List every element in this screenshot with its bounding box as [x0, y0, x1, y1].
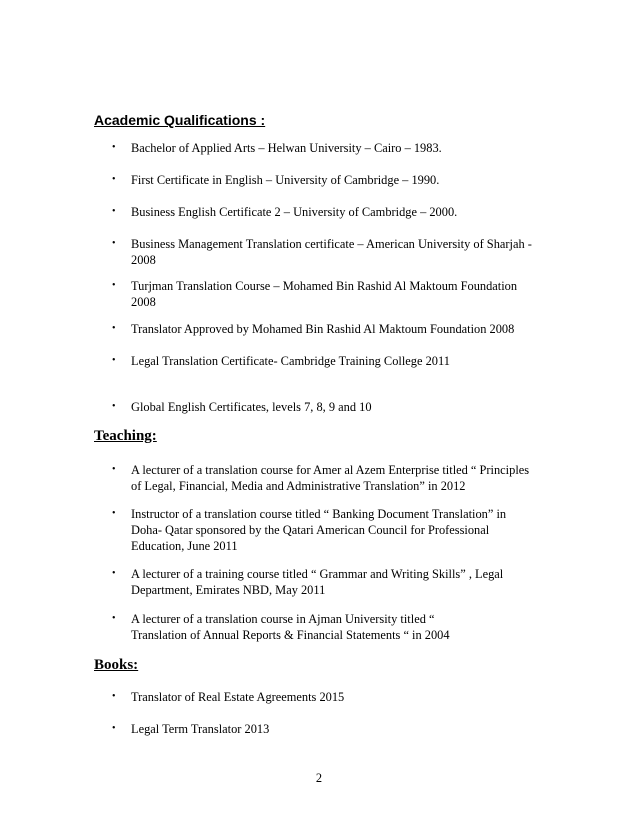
list-item: • Turjman Translation Course – Mohamed Bin Rashid Al Maktoum Foundation 2008 — [112, 279, 518, 309]
bullet-icon: • — [112, 568, 116, 579]
bullet-icon: • — [112, 323, 116, 334]
list-item: • Legal Term Translator 2013 — [112, 722, 270, 736]
bullet-icon: • — [112, 401, 116, 412]
bullet-icon: • — [112, 723, 116, 734]
list-item: • Global English Certificates, levels 7, 8, 9 and 10 — [112, 400, 372, 414]
list-item: • A lecturer of a translation course for Amer al Azem Enterprise titled “ Principles of Legal, Financial, Media and Administrative Translation” in 2012 — [112, 463, 530, 493]
bullet-icon: • — [112, 174, 116, 185]
bullet-icon: • — [112, 691, 116, 702]
bullet-icon: • — [112, 280, 116, 291]
section-heading-books: Books: — [94, 657, 139, 673]
list-item: • A lecturer of a training course titled “ Grammar and Writing Skills” , Legal Department, Emirates NBD, May 2011 — [112, 567, 504, 597]
list-item: • Translator Approved by Mohamed Bin Rashid Al Maktoum Foundation 2008 — [112, 322, 515, 336]
bullet-icon: • — [112, 508, 116, 519]
bullet-icon: • — [112, 355, 116, 366]
list-item: • Legal Translation Certificate- Cambridge Training College 2011 — [112, 354, 450, 368]
list-item: • Bachelor of Applied Arts – Helwan University – Cairo – 1983. — [112, 141, 442, 155]
list-item: • Business Management Translation certificate – American University of Sharjah - 2008 — [112, 237, 532, 267]
list-item: • Translator of Real Estate Agreements 2015 — [112, 690, 345, 704]
list-item: • First Certificate in English – University of Cambridge – 1990. — [112, 173, 440, 187]
bullet-icon: • — [112, 613, 116, 624]
list-item: • A lecturer of a translation course in Ajman University titled “ Translation of Annual Reports & Financial Statements “ in 2004 — [112, 612, 450, 642]
list-item: • Business English Certificate 2 – University of Cambridge – 2000. — [112, 205, 458, 219]
list-item: • Instructor of a translation course titled “ Banking Document Translation” in Doha- Qatar sponsored by the Qatari American Council for Professional Education, June 2011 — [112, 507, 507, 553]
page-number: 2 — [315, 771, 323, 785]
section-heading-academic-qualifications: Academic Qualifications : — [94, 112, 266, 128]
bullet-icon: • — [112, 142, 116, 153]
bullet-icon: • — [112, 238, 116, 249]
bullet-icon: • — [112, 206, 116, 217]
bullet-icon: • — [112, 464, 116, 475]
section-heading-teaching: Teaching: — [94, 428, 157, 444]
